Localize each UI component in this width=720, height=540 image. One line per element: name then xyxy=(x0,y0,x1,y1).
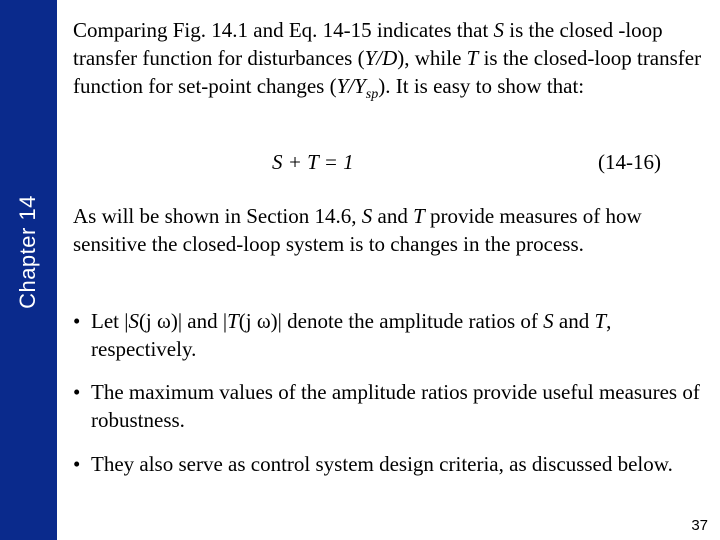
section-paragraph: As will be shown in Section 14.6, S and T provide measures of how sensitive the closed-loop system is to changes in the process. xyxy=(73,204,642,256)
bullet-glyph: • xyxy=(73,452,81,476)
bullet-glyph: • xyxy=(73,309,81,333)
equation: S + T = 1 xyxy=(272,150,354,174)
list-item: • They also serve as control system design criteria, as discussed below. xyxy=(73,452,673,476)
list-item: • The maximum values of the amplitude ratios provide useful measures of robustness. xyxy=(73,380,700,432)
page-number: 37 xyxy=(691,517,708,534)
bullet-glyph: • xyxy=(73,380,81,404)
chapter-label: Chapter 14 xyxy=(15,195,40,309)
equation-number: (14-16) xyxy=(598,150,661,174)
chapter-sidebar xyxy=(0,0,57,540)
list-item: • Let |S(j ω)| and |T(j ω)| denote the amplitude ratios of S and T, respectively. xyxy=(73,309,612,361)
intro-paragraph: Comparing Fig. 14.1 and Eq. 14-15 indicates that S is the closed -loop transfer function for disturbances (Y/D), while T is the closed-loop transfer function for set-point changes $(Y/Y_{sp})$. It is easy to show that: xyxy=(73,18,702,103)
